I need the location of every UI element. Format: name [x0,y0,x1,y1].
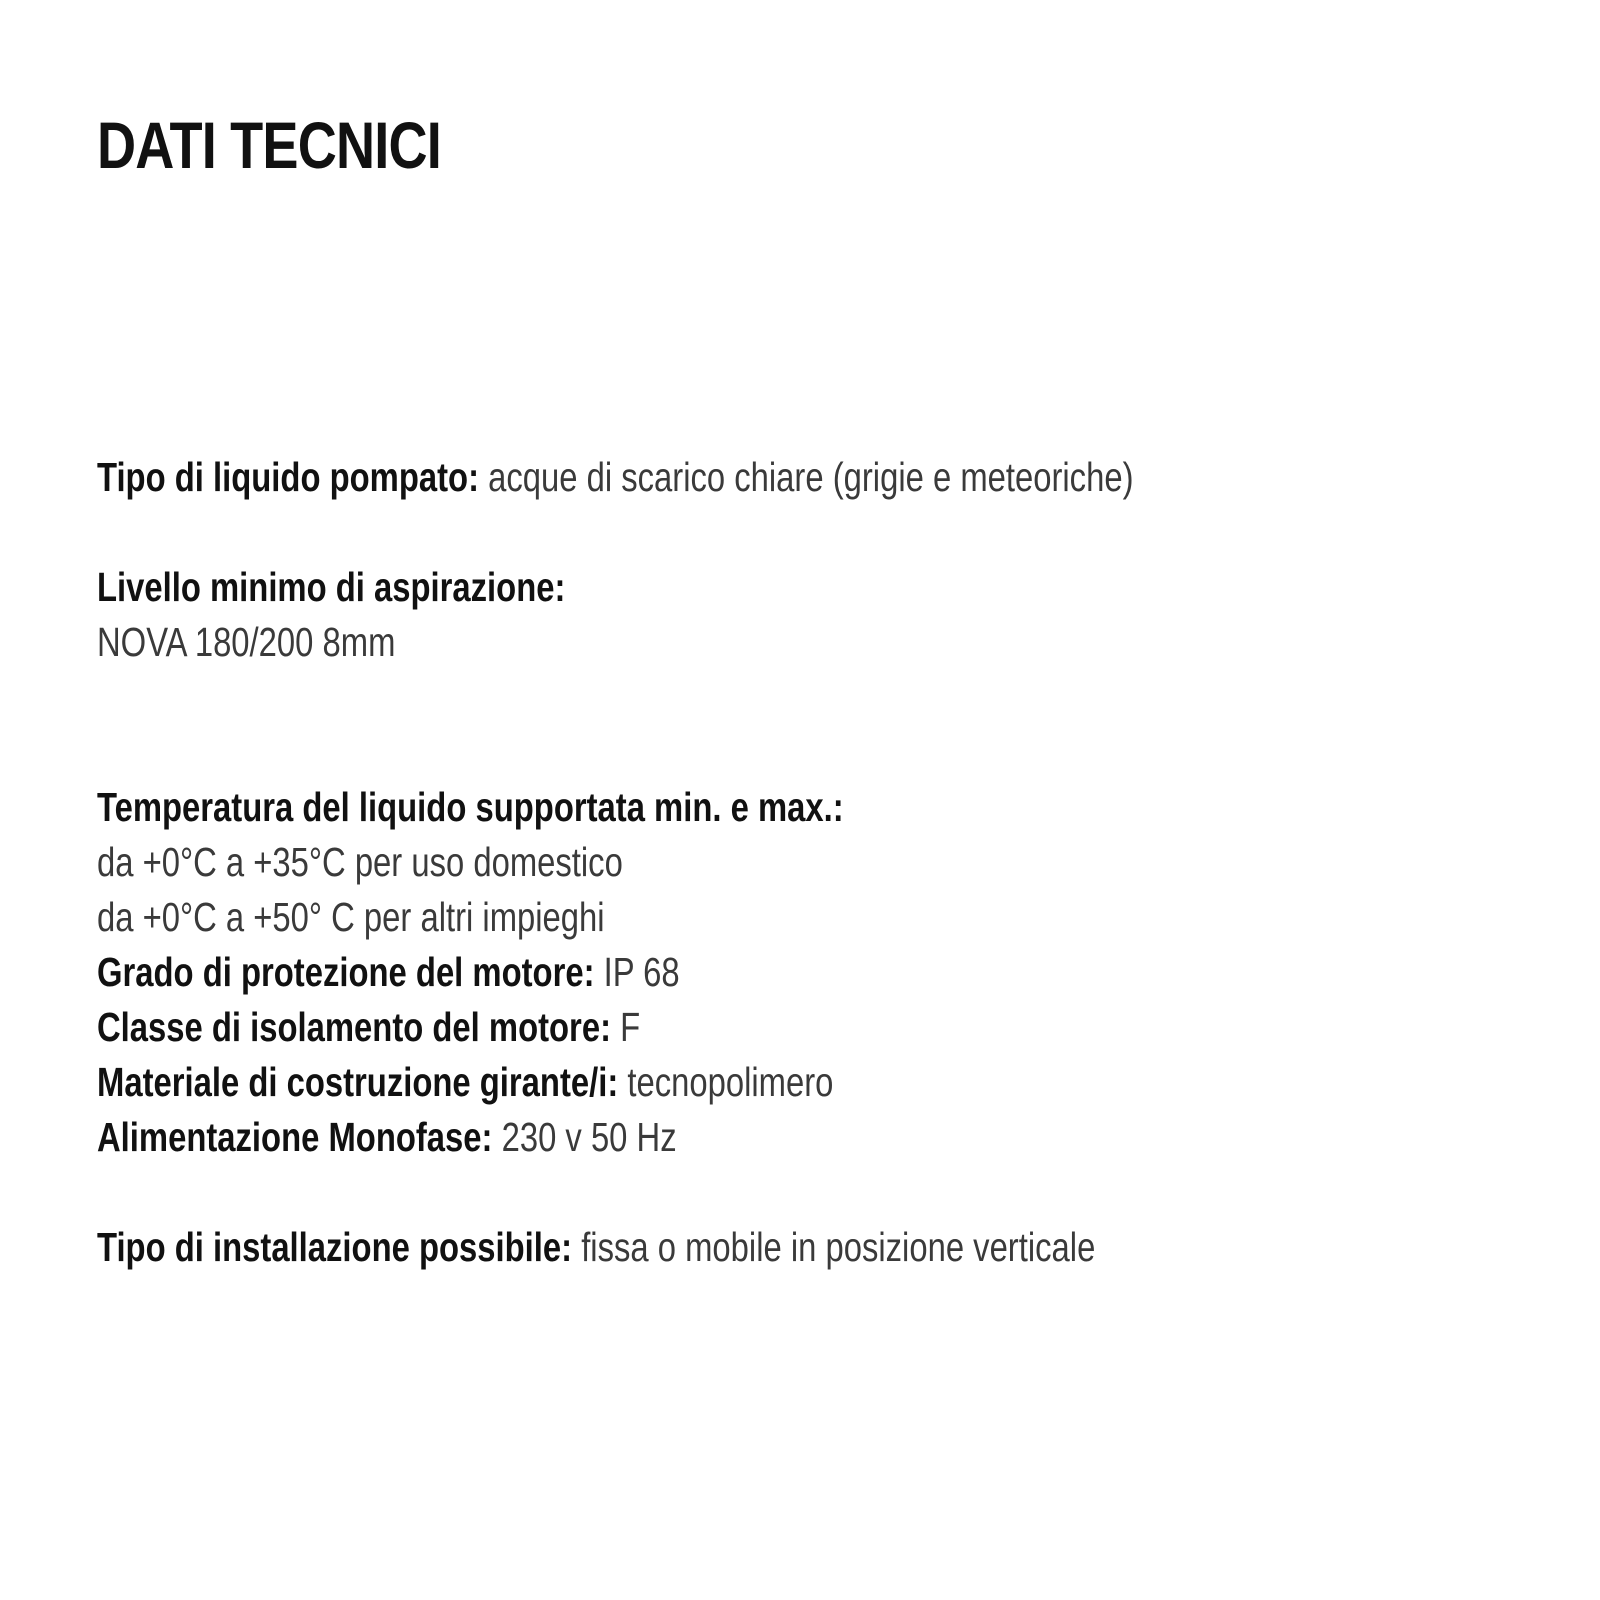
spec-motor-protection [97,949,680,995]
spec-value: acque di scarico chiare (grigie e meteoriche) [488,454,1134,500]
spec-label: Alimentazione Monofase: [97,1114,493,1160]
spec-temperature-other-line [97,894,605,940]
spec-label: Tipo di liquido pompato: [97,454,479,500]
spec-min-suction-value-line [97,619,396,665]
spec-value: IP 68 [603,949,680,995]
spec-power-supply [97,1114,677,1160]
spec-value: 230 v 50 Hz [501,1114,677,1160]
spec-temperature-label-line [97,784,844,830]
spec-impeller-material [97,1059,834,1105]
spec-value: da +0°C a +50° C per altri impieghi [97,894,605,940]
page-title: DATI TECNICI [97,108,441,182]
spec-liquid-type [97,454,1134,500]
spec-value: da +0°C a +35°C per uso domestico [97,839,623,885]
spec-value: F [620,1004,641,1050]
spec-value: NOVA 180/200 8mm [97,619,396,665]
spec-motor-insulation [97,1004,641,1050]
spec-value: fissa o mobile in posizione verticale [581,1224,1096,1270]
spec-installation-type [97,1224,1096,1270]
spec-min-suction-label-line [97,564,566,610]
spec-label: Materiale di costruzione girante/i: [97,1059,619,1105]
spec-label: Tipo di installazione possibile: [97,1224,573,1270]
spec-label: Temperatura del liquido supportata min. e max.: [97,784,844,830]
spec-value: tecnopolimero [627,1059,834,1105]
spec-label: Grado di protezione del motore: [97,949,595,995]
spec-temperature-domestic-line [97,839,623,885]
spec-label: Livello minimo di aspirazione: [97,564,566,610]
spec-label: Classe di isolamento del motore: [97,1004,611,1050]
